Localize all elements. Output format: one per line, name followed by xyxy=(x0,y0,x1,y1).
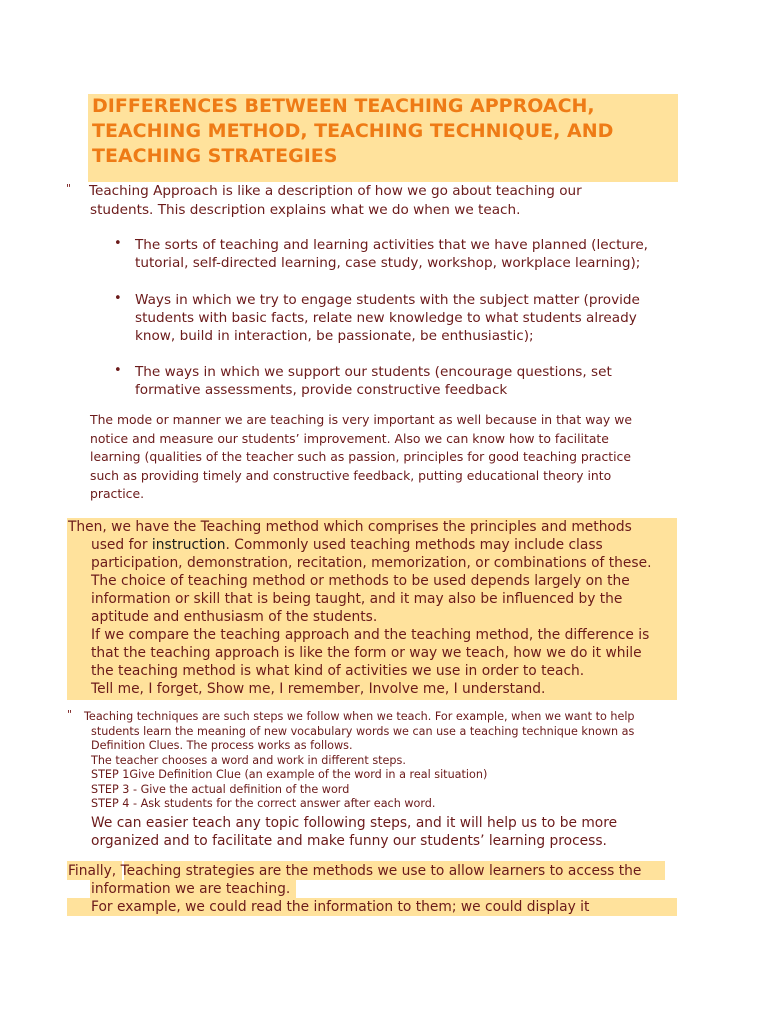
technique-line-2: students learn the meaning of new vocabulary words we can use a teaching technique known as xyxy=(91,724,635,738)
bullet-3-line-2: formative assessments, provide constructive feedback xyxy=(135,382,508,398)
bullet-1-line-1: The sorts of teaching and learning activities that we have planned (lecture, xyxy=(135,237,649,253)
technique-line-4: The teacher chooses a word and work in different steps. xyxy=(91,753,406,767)
approach-line-1: Teaching Approach is like a description of how we go about teaching our xyxy=(89,183,582,199)
bullet-1-line-2: tutorial, self-directed learning, case study, workshop, workplace learning); xyxy=(135,255,641,271)
technique-step-1: STEP 1Give Definition Clue (an example of the word in a real situation) xyxy=(91,768,488,781)
mode-line-3: learning (qualities of the teacher such as passion, principles for good teaching practice xyxy=(90,449,631,464)
method-line-2: used for instruction. Commonly used teaching methods may include class xyxy=(91,537,603,553)
method-line-3: participation, demonstration, recitation, memorization, or combinations of these. xyxy=(91,555,652,571)
bullet-2-line-1: Ways in which we try to engage students with the subject matter (provide xyxy=(135,292,640,308)
method-line-7: If we compare the teaching approach and the teaching method, the difference is xyxy=(91,627,650,643)
strategies-line-2: information we are teaching. xyxy=(91,881,291,897)
technique-line-1: Teaching techniques are such steps we follow when we teach. For example, when we want to help xyxy=(84,710,635,723)
document-title-line-1: DIFFERENCES BETWEEN TEACHING APPROACH, xyxy=(92,95,595,117)
method-line-8: that the teaching approach is like the form or way we teach, how we do it while xyxy=(91,645,642,661)
method-line-10: Tell me, I forget, Show me, I remember, Involve me, I understand. xyxy=(91,681,546,697)
document-title-line-2: TEACHING METHOD, TEACHING TECHNIQUE, AND xyxy=(92,120,614,142)
mode-line-2: notice and measure our students’ improvement. Also we can know how to facilitate xyxy=(90,430,609,446)
section-marker-icon: " xyxy=(66,182,72,195)
strategies-line-3: For example, we could read the information to them; we could display it xyxy=(91,899,590,915)
mode-line-1: The mode or manner we are teaching is very important as well because in that way we xyxy=(90,412,632,427)
technique-line-3: Definition Clues. The process works as follows. xyxy=(91,739,353,752)
method-line-5: information or skill that is being taught, and it may also be influenced by the xyxy=(91,591,623,607)
mode-line-5: practice. xyxy=(90,486,145,501)
bullet-icon: • xyxy=(114,236,122,251)
method-line-1: Then, we have the Teaching method which comprises the principles and methods xyxy=(68,519,632,535)
method-line-9: the teaching method is what kind of activities we use in order to teach. xyxy=(91,663,585,679)
approach-line-2: students. This description explains what we do when we teach. xyxy=(90,202,521,218)
bullet-icon: • xyxy=(114,291,122,306)
bullet-icon: • xyxy=(114,363,122,378)
bullet-2-line-2: students with basic facts, relate new knowledge to what students already xyxy=(135,310,637,326)
bullet-3-line-1: The ways in which we support our students (encourage questions, set xyxy=(135,364,612,380)
method-line-4: The choice of teaching method or methods to be used depends largely on the xyxy=(91,573,630,589)
strategies-line-1: Finally, Teaching strategies are the methods we use to allow learners to access the xyxy=(68,863,642,879)
method-line-6: aptitude and enthusiasm of the students. xyxy=(91,609,378,625)
section-marker-icon: " xyxy=(67,708,73,721)
mode-line-4: such as providing timely and constructive feedback, putting educational theory into xyxy=(90,467,612,483)
technique-step-4: STEP 4 - Ask students for the correct answer after each word. xyxy=(91,797,436,810)
document-title-line-3: TEACHING STRATEGIES xyxy=(92,145,338,167)
technique-step-3: STEP 3 - Give the actual definition of the word xyxy=(91,782,350,796)
technique-closing-2: organized and to facilitate and make funny our students’ learning process. xyxy=(91,833,607,849)
bullet-2-line-3: know, build in interaction, be passionate, be enthusiastic); xyxy=(135,328,534,344)
technique-closing-1: We can easier teach any topic following steps, and it will help us to be more xyxy=(91,815,618,831)
instruction-word: instruction xyxy=(151,537,226,553)
